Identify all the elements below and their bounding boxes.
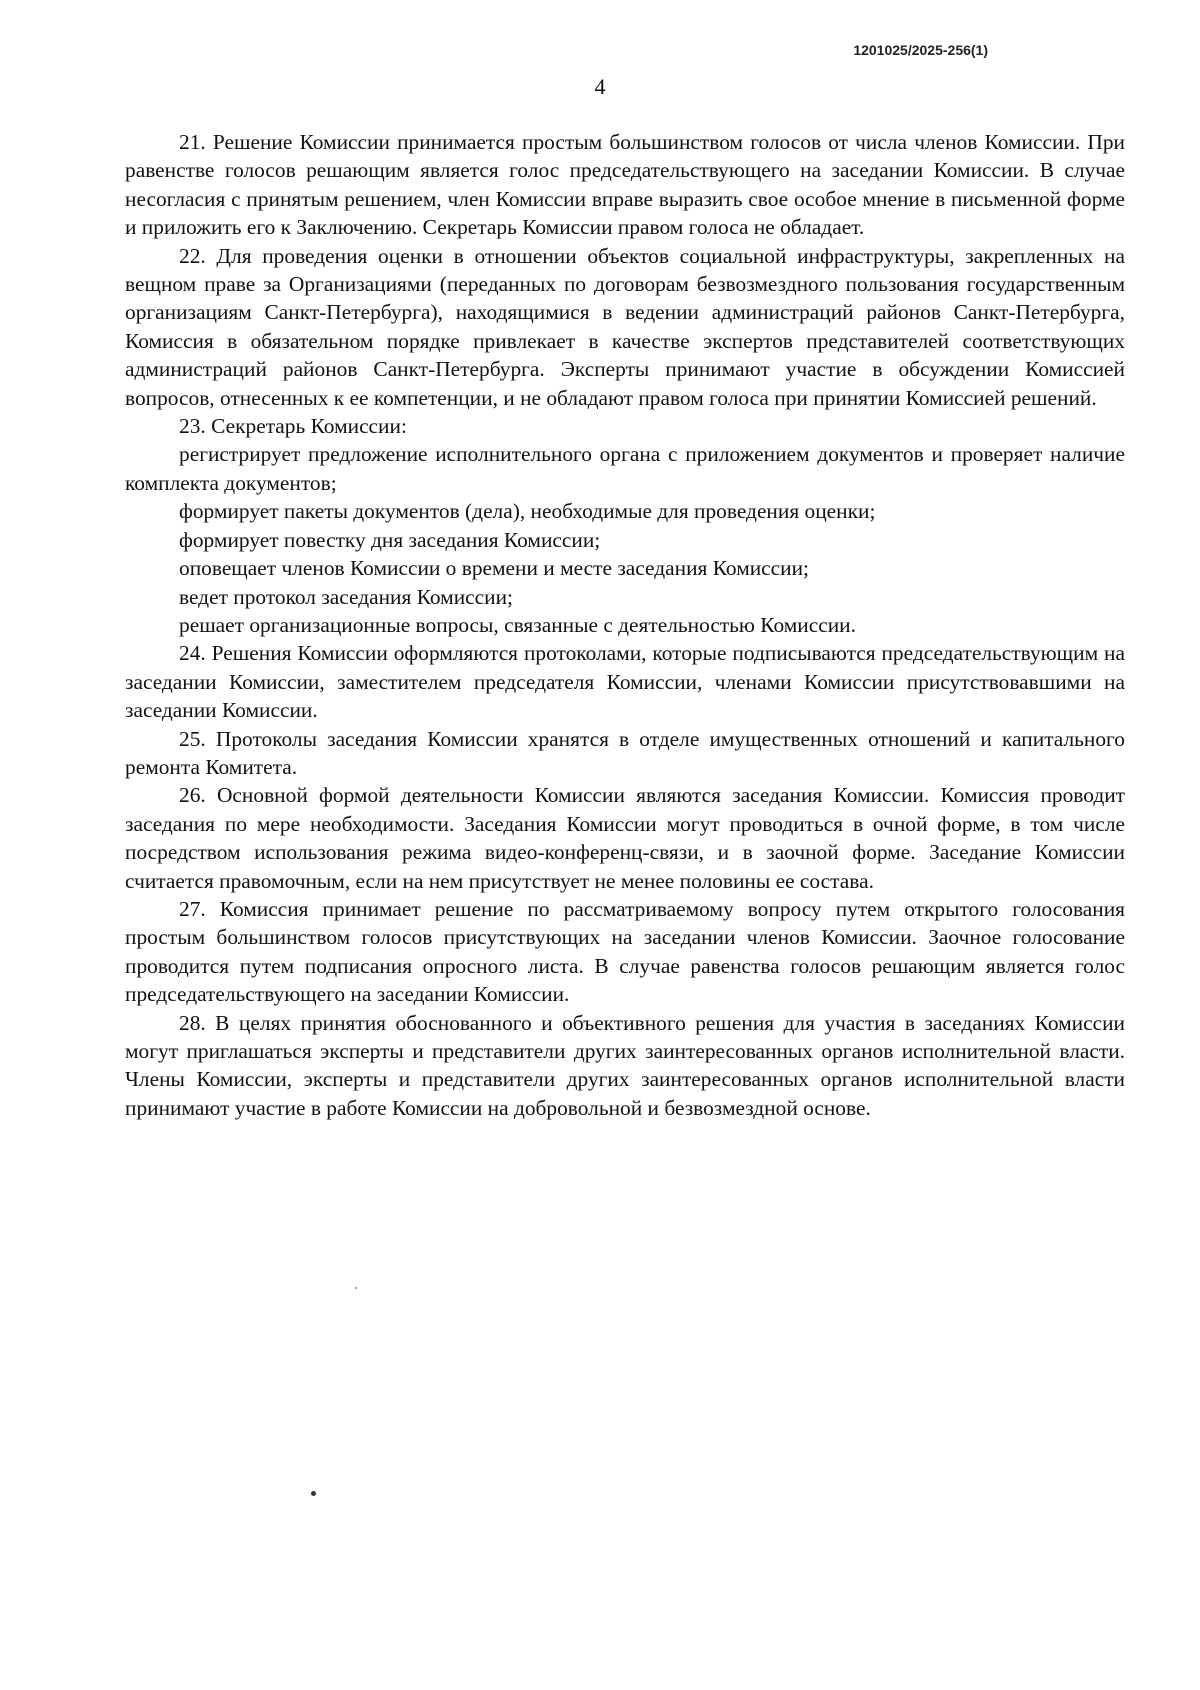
paragraph-23-item-packages: формирует пакеты документов (дела), необходимые для проведения оценки; — [179, 499, 876, 524]
paragraph-23-item-register: регистрирует предложение исполнительного органа с приложением документов и проверяет наличие комплекта документов; — [125, 442, 1125, 495]
paragraph-22: 22. Для проведения оценки в отношении объектов социальной инфраструктуры, закрепленных на вещном праве за Организациями (переданных по договорам безвозмездного пользования государственным организациям Санкт-Петербурга), находящимися в ведении администраций районов Санкт-Петербурга, Комиссия в обязательном порядке привлекает в качестве экспертов представителей соответствующих администраций районов Санкт-Петербурга. Эксперты принимают участие в обсуждении Комиссией вопросов, отнесенных к ее компетенции, и не обладают правом голоса при принятии Комиссией решений. — [125, 243, 1125, 410]
paragraph-23-item-organizational: решает организационные вопросы, связанные с деятельностью Комиссии. — [179, 612, 856, 637]
document-registration-number: 1201025/2025-256(1) — [853, 42, 988, 58]
paragraph-26: 26. Основной формой деятельности Комиссии являются заседания Комиссии. Комиссия проводит заседания по мере необходимости. Заседания Комиссии могут проводиться в очной форме, в том числе посредством использования режима видео-конференц-связи, и в заочной форме. Заседание Комиссии считается правомочным, если на нем присутствует не менее половины ее состава. — [125, 783, 1125, 893]
page-number: 4 — [594, 74, 606, 99]
paragraph-27: 27. Комиссия принимает решение по рассматриваемому вопросу путем открытого голосования простым большинством голосов присутствующих на заседании членов Комиссии. Заочное голосование проводится путем подписания опросного листа. В случае равенства голосов решающим является голос председательствующего на заседании Комиссии. — [125, 896, 1125, 1007]
paragraph-23-item-notify: оповещает членов Комиссии о времени и месте заседания Комиссии; — [179, 556, 809, 581]
document-body — [125, 128, 1125, 1122]
paragraph-28: 28. В целях принятия обоснованного и объективного решения для участия в заседаниях Комиссии могут приглашаться эксперты и представители других заинтересованных органов исполнительной власти. Члены Комиссии, эксперты и представители других заинтересованных органов исполнительной власти принимают участие в работе Комиссии на добровольной и безвозмездной основе. — [125, 1010, 1125, 1120]
scan-speck — [311, 1491, 316, 1496]
paragraph-23-item-agenda: формирует повестку дня заседания Комиссии; — [179, 527, 601, 552]
paragraph-23-item-protocol: ведет протокол заседания Комиссии; — [179, 584, 513, 609]
paragraph-25: 25. Протоколы заседания Комиссии хранятся в отделе имущественных отношений и капитального ремонта Комитета. — [125, 726, 1125, 779]
paragraph-21: 21. Решение Комиссии принимается простым большинством голосов от числа членов Комиссии. При равенстве голосов решающим является голос председательствующего на заседании Комиссии. В случае несогласия с принятым решением, член Комиссии вправе выразить свое особое мнение в письменной форме и приложить его к Заключению. Секретарь Комиссии правом голоса не обладает. — [125, 130, 1125, 240]
scan-speck — [355, 1287, 357, 1289]
paragraph-24: 24. Решения Комиссии оформляются протоколами, которые подписываются председательствующим на заседании Комиссии, заместителем председателя Комиссии, членами Комиссии присутствовавшими на заседании Комиссии. — [125, 641, 1125, 723]
paragraph-23: 23. Секретарь Комиссии: — [179, 414, 407, 439]
